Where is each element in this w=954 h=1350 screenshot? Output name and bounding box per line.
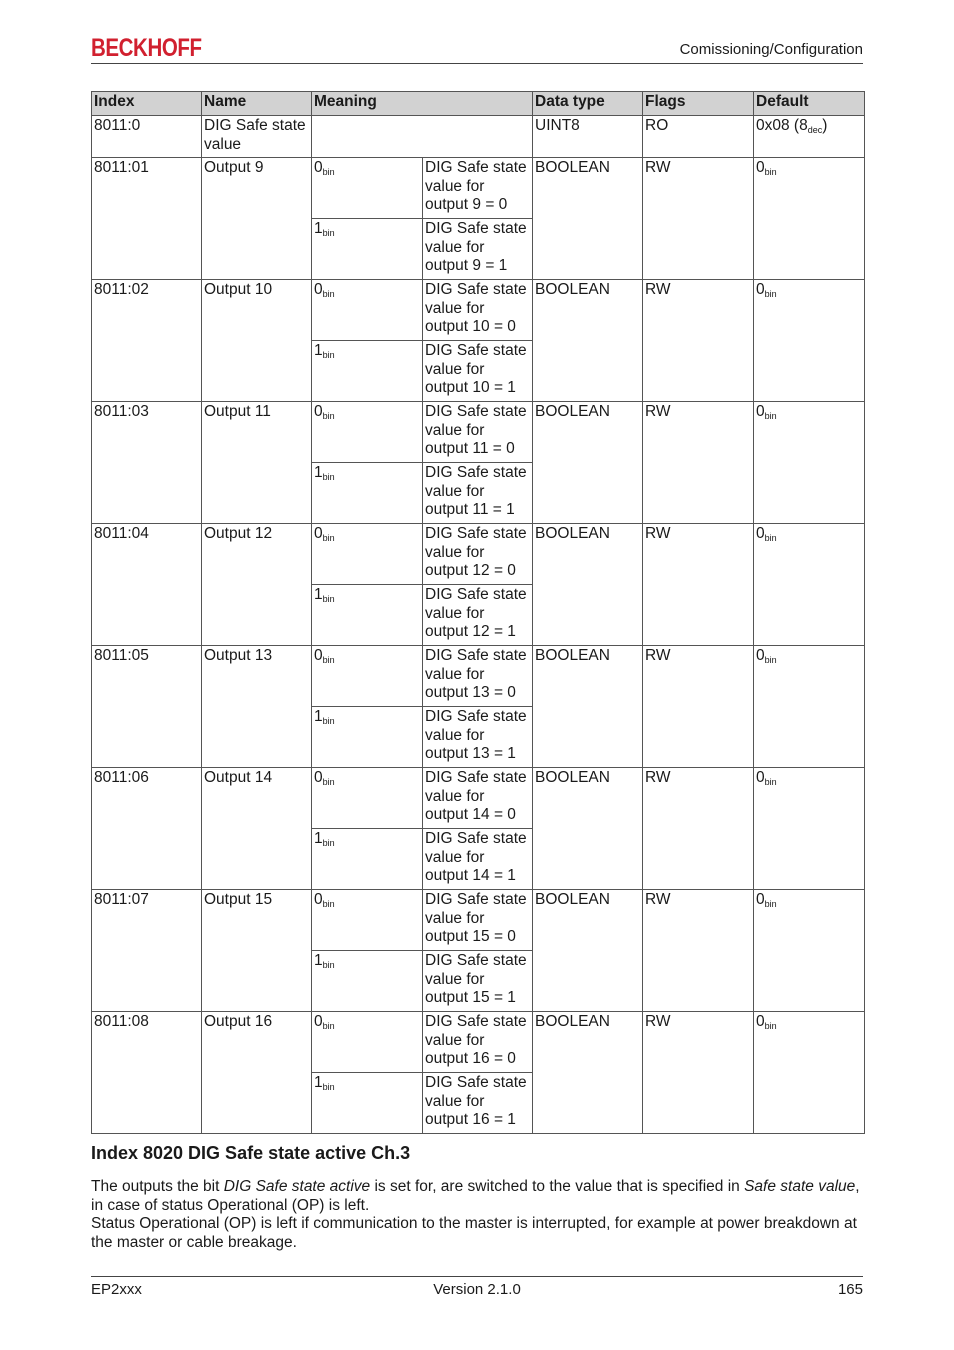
paragraph-1-text-a: The outputs the bit [91,1178,224,1195]
data-type-cell: BOOLEAN [533,158,643,280]
value-subscript: bin [322,655,335,665]
paragraph-1-text-c: , in case of status Operational (OP) is left. [91,1178,860,1214]
value-text: 0 [314,769,323,786]
default-cell [754,280,865,402]
footer-version: Version 2.1.0 [433,1281,521,1298]
default-subscript: dec [807,125,823,135]
data-type-cell: UINT8 [533,116,643,158]
default-value: 0 [756,1013,765,1030]
value-text: 1 [314,708,323,725]
column-header-default: Default [754,92,865,116]
flags-cell: RW [643,158,754,280]
value-subscript: bin [322,777,335,787]
index-cell: 8011:03 [92,402,202,524]
meaning-cell: DIG Safe state value for output 15 = 0 [423,890,533,951]
default-value: 0 [756,159,765,176]
default-cell [754,768,865,890]
name-cell: Output 16 [202,1012,312,1134]
meaning-cell: DIG Safe state value for output 15 = 1 [423,951,533,1012]
footer-product: EP2xxx [91,1281,142,1298]
name-cell: Output 11 [202,402,312,524]
value-subscript: bin [322,960,335,970]
table-row [92,280,865,341]
index-cell: 8011:04 [92,524,202,646]
meaning-cell: DIG Safe state value for output 16 = 0 [423,1012,533,1073]
meaning-cell: DIG Safe state value for output 10 = 0 [423,280,533,341]
paragraph-2: Status Operational (OP) is left if communication to the master is interrupted, for example at power breakdown at the master or cable breakage. [91,1215,857,1251]
value-text: 0 [314,281,323,298]
value-cell [312,158,423,219]
table-row [92,1012,865,1073]
meaning-cell: DIG Safe state value for output 12 = 1 [423,585,533,646]
footer-divider [91,1276,863,1277]
table-row [92,116,865,158]
header-section-title: Comissioning/Configuration [679,41,863,58]
default-cell [754,402,865,524]
flags-cell: RW [643,280,754,402]
flags-cell: RW [643,890,754,1012]
table-header-row [92,92,865,116]
default-value: 0 [756,647,765,664]
meaning-cell: DIG Safe state value for output 9 = 0 [423,158,533,219]
index-cell: 8011:06 [92,768,202,890]
flags-cell: RW [643,646,754,768]
value-subscript: bin [322,899,335,909]
column-header-data-type: Data type [533,92,643,116]
table-row [92,890,865,951]
default-cell [754,1012,865,1134]
default-value: 0 [756,891,765,908]
meaning-cell: DIG Safe state value for output 11 = 0 [423,402,533,463]
default-value: 0 [756,281,765,298]
table-row [92,158,865,219]
value-text: 0 [314,647,323,664]
default-cell [754,524,865,646]
value-subscript: bin [322,716,335,726]
name-cell: Output 13 [202,646,312,768]
meaning-cell: DIG Safe state value for output 16 = 1 [423,1073,533,1134]
flags-cell: RW [643,402,754,524]
default-subscript: bin [764,655,777,665]
value-cell [312,585,423,646]
default-value: 0x08 (8 [756,117,808,134]
default-subscript: bin [764,1021,777,1031]
value-text: 0 [314,403,323,420]
table-row [92,402,865,463]
name-cell: Output 12 [202,524,312,646]
meaning-cell: DIG Safe state value for output 14 = 0 [423,768,533,829]
name-cell: DIG Safe state value [202,116,312,158]
default-cell [754,116,865,158]
index-cell: 8011:01 [92,158,202,280]
value-text: 0 [314,891,323,908]
table-row [92,524,865,585]
value-text: 0 [314,525,323,542]
paragraph-1 [91,1178,863,1215]
column-header-index: Index [92,92,202,116]
default-subscript: bin [764,533,777,543]
table-row [92,646,865,707]
meaning-cell: DIG Safe state value for output 9 = 1 [423,219,533,280]
default-subscript: bin [764,167,777,177]
paragraph-1-emphasis-1: DIG Safe state active [223,1178,371,1195]
data-type-cell: BOOLEAN [533,524,643,646]
data-type-cell: BOOLEAN [533,890,643,1012]
value-text: 1 [314,464,323,481]
section-heading: Index 8020 DIG Safe state active Ch.3 [91,1143,411,1163]
name-cell: Output 9 [202,158,312,280]
meaning-cell: DIG Safe state value for output 12 = 0 [423,524,533,585]
value-subscript: bin [322,289,335,299]
name-cell: Output 15 [202,890,312,1012]
value-cell [312,341,423,402]
value-subscript: bin [322,838,335,848]
value-text: 1 [314,342,323,359]
value-cell [312,219,423,280]
default-subscript: bin [764,899,777,909]
value-cell [312,463,423,524]
value-cell [312,646,423,707]
value-subscript: bin [322,472,335,482]
value-subscript: bin [322,167,335,177]
default-subscript: bin [764,777,777,787]
meaning-cell: DIG Safe state value for output 13 = 0 [423,646,533,707]
value-text: 1 [314,1074,323,1091]
data-type-cell: BOOLEAN [533,768,643,890]
value-subscript: bin [322,533,335,543]
value-subscript: bin [322,594,335,604]
meaning-cell: DIG Safe state value for output 11 = 1 [423,463,533,524]
section-body [91,1178,863,1252]
flags-cell: RW [643,1012,754,1134]
value-text: 1 [314,830,323,847]
table-row [92,768,865,829]
value-subscript: bin [322,228,335,238]
value-cell [312,524,423,585]
value-subscript: bin [322,350,335,360]
default-subscript: bin [764,289,777,299]
value-text: 0 [314,159,323,176]
default-cell [754,890,865,1012]
meaning-cell: DIG Safe state value for output 14 = 1 [423,829,533,890]
object-dictionary-table [91,91,865,1134]
value-cell [312,402,423,463]
flags-cell: RW [643,768,754,890]
column-header-meaning: Meaning [312,92,533,116]
value-cell [312,1073,423,1134]
index-cell: 8011:02 [92,280,202,402]
footer-page-number: 165 [837,1281,863,1298]
index-cell: 8011:05 [92,646,202,768]
name-cell: Output 10 [202,280,312,402]
column-header-name: Name [202,92,312,116]
value-cell [312,890,423,951]
value-subscript: bin [322,1021,335,1031]
meaning-cell: DIG Safe state value for output 10 = 1 [423,341,533,402]
value-subscript: bin [322,411,335,421]
default-value: 0 [756,403,765,420]
default-subscript: bin [764,411,777,421]
value-cell [312,768,423,829]
data-type-cell: BOOLEAN [533,1012,643,1134]
default-tail: ) [822,117,828,134]
data-type-cell: BOOLEAN [533,280,643,402]
default-cell [754,646,865,768]
value-cell [312,280,423,341]
value-cell [312,951,423,1012]
meaning-cell [312,116,533,158]
data-type-cell: BOOLEAN [533,402,643,524]
value-cell [312,829,423,890]
index-cell: 8011:0 [92,116,202,158]
meaning-cell: DIG Safe state value for output 13 = 1 [423,707,533,768]
value-text: 1 [314,952,323,969]
value-cell [312,707,423,768]
index-cell: 8011:07 [92,890,202,1012]
column-header-flags: Flags [643,92,754,116]
paragraph-1-text-b: is set for, are switched to the value that is specified in [370,1178,745,1195]
default-cell [754,158,865,280]
name-cell: Output 14 [202,768,312,890]
value-text: 1 [314,220,323,237]
default-value: 0 [756,769,765,786]
index-cell: 8011:08 [92,1012,202,1134]
paragraph-1-emphasis-2: Safe state value [744,1178,856,1195]
flags-cell: RO [643,116,754,158]
value-text: 1 [314,586,323,603]
flags-cell: RW [643,524,754,646]
default-value: 0 [756,525,765,542]
data-type-cell: BOOLEAN [533,646,643,768]
beckhoff-logo: BECKHOFF [91,34,202,62]
value-cell [312,1012,423,1073]
value-text: 0 [314,1013,323,1030]
value-subscript: bin [322,1082,335,1092]
header-divider [91,63,863,64]
